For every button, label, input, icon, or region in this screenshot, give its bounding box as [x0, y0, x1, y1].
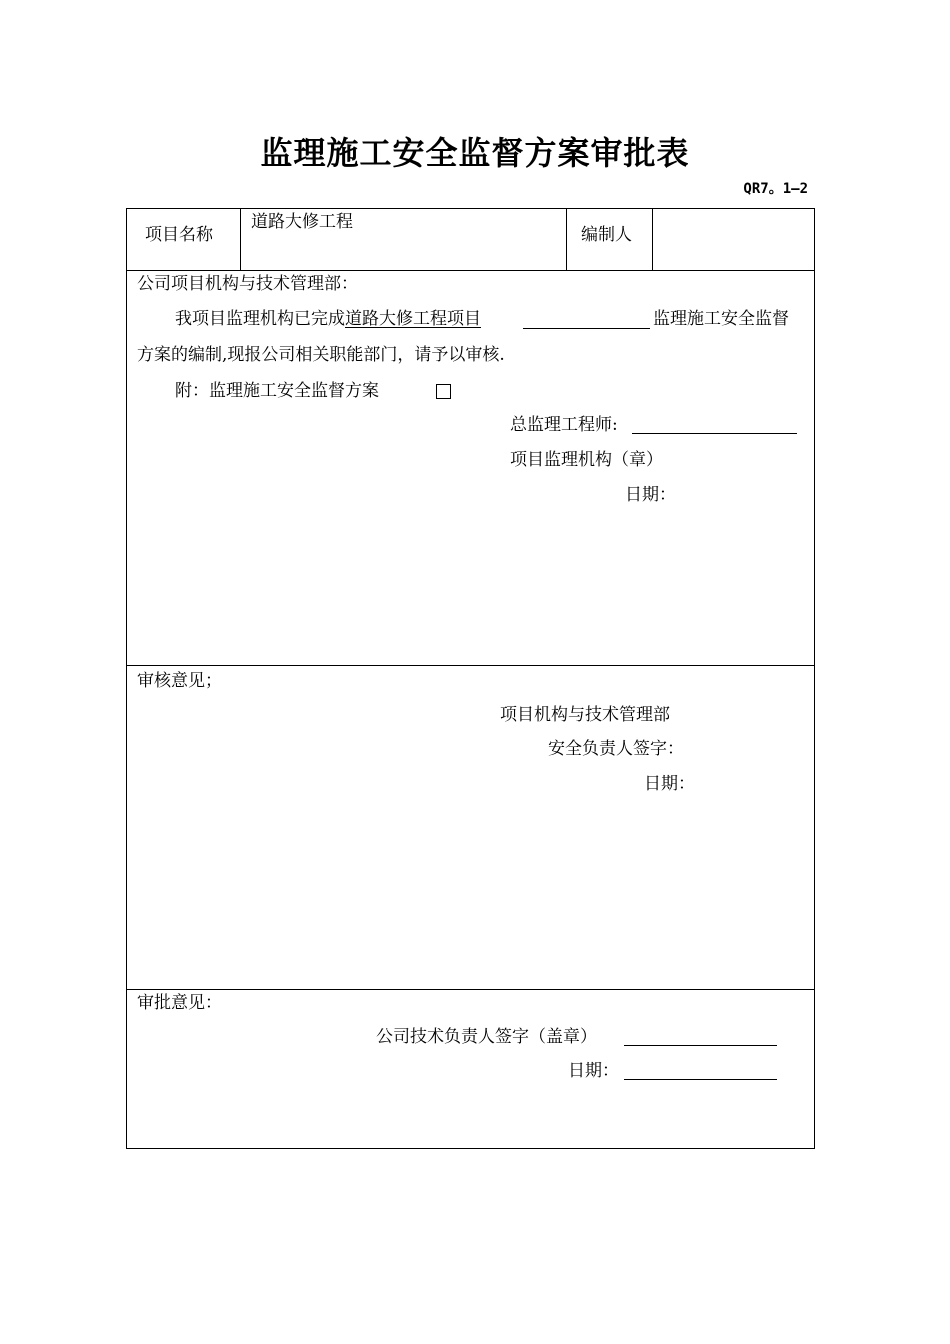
- safety-signature-label: 安全负责人签字：: [548, 739, 684, 759]
- attachment-label: 附：监理施工安全监督方案: [175, 381, 379, 401]
- header-divider: [566, 209, 567, 270]
- attachment-checkbox[interactable]: [436, 384, 451, 399]
- submission-line2: 方案的编制,现报公司相关职能部门，请予以审核.: [137, 345, 505, 365]
- row-divider: [127, 665, 814, 666]
- row-divider: [127, 989, 814, 990]
- row-divider: [127, 270, 814, 271]
- header-divider: [240, 209, 241, 270]
- line1-project[interactable]: 道路大修工程项目: [345, 309, 481, 329]
- project-blank-line: [523, 328, 650, 329]
- tech-signature-line[interactable]: [624, 1045, 777, 1046]
- tech-signature-label: 公司技术负责人签字（盖章）: [376, 1027, 597, 1047]
- project-name-value[interactable]: 道路大修工程: [251, 212, 353, 232]
- page-title: 监理施工安全监督方案审批表: [260, 134, 690, 172]
- line1-suffix: 监理施工安全监督: [653, 309, 789, 329]
- addressee: 公司项目机构与技术管理部：: [137, 274, 358, 294]
- review-department: 项目机构与技术管理部: [500, 705, 670, 725]
- approval-form: [126, 208, 815, 1149]
- chief-engineer-signature-line[interactable]: [632, 433, 797, 434]
- compiler-label: 编制人: [581, 225, 632, 245]
- approval-date-label: 日期：: [568, 1061, 619, 1081]
- submission-date-label: 日期：: [625, 485, 676, 505]
- agency-label: 项目监理机构（章）: [510, 450, 663, 470]
- review-date-label: 日期：: [644, 774, 695, 794]
- header-divider: [652, 209, 653, 270]
- chief-engineer-label: 总监理工程师:: [510, 415, 618, 435]
- project-name-label: 项目名称: [145, 225, 213, 245]
- submission-line1: [175, 309, 481, 329]
- form-code: QR7。1—2: [743, 181, 808, 197]
- approval-heading: 审批意见：: [137, 993, 222, 1013]
- line1-prefix: 我项目监理机构已完成: [175, 309, 345, 329]
- review-heading: 审核意见；: [137, 671, 222, 691]
- approval-date-line[interactable]: [624, 1079, 777, 1080]
